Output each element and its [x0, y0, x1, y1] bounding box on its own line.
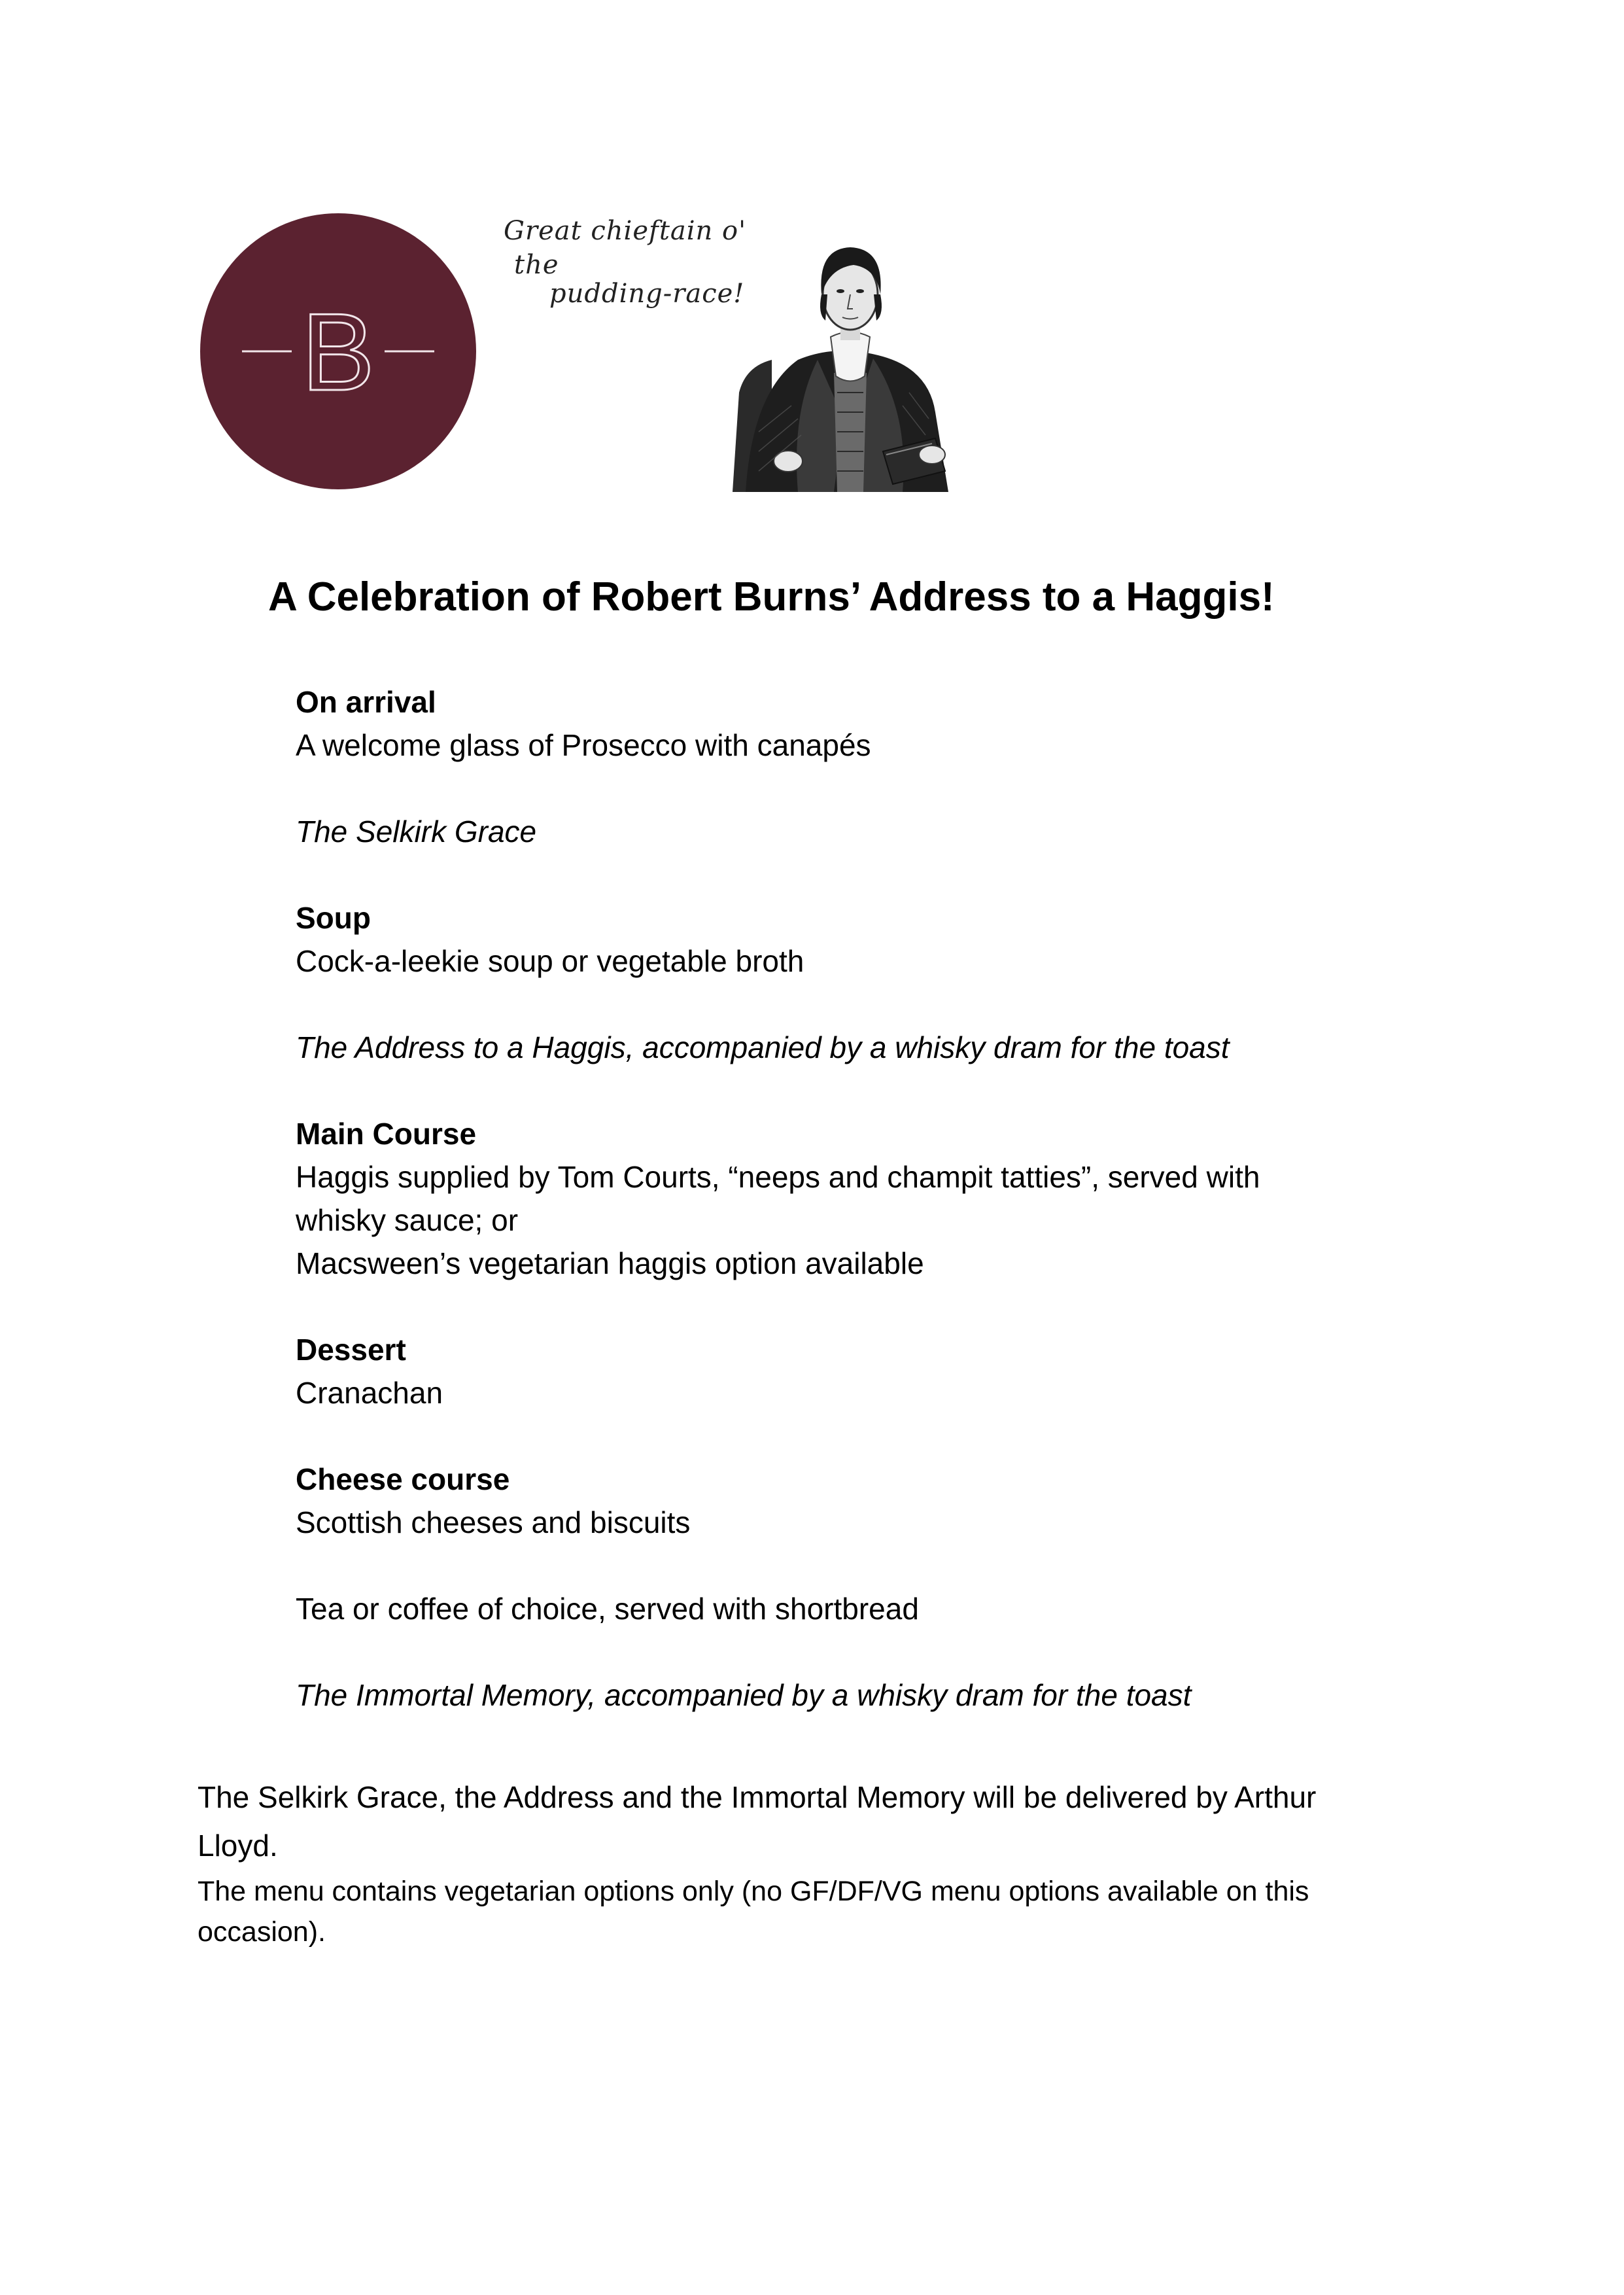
menu-note-memory — [296, 1673, 1421, 1717]
section-label: Cheese course — [296, 1462, 510, 1496]
menu-note-address — [296, 1026, 1421, 1069]
menu — [296, 680, 1421, 1760]
section-text: Scottish cheeses and biscuits — [296, 1505, 691, 1539]
section-label: Soup — [296, 901, 371, 935]
section-text: Macsween’s vegetarian haggis option available — [296, 1246, 924, 1280]
section-text: Cock-a-leekie soup or vegetable broth — [296, 944, 804, 978]
logo-letter: B — [301, 290, 375, 413]
menu-section-soup — [296, 896, 1421, 983]
quote-line: pudding-race! — [549, 279, 745, 309]
section-text: Haggis supplied by Tom Courts, “neeps and champit tatties”, served with — [296, 1160, 1260, 1194]
section-text: whisky sauce; or — [296, 1203, 519, 1237]
menu-section-arrival — [296, 680, 1421, 767]
menu-section-cheese — [296, 1458, 1421, 1544]
logo-monogram-icon — [200, 213, 476, 489]
page-title: A Celebration of Robert Burns’ Address to a Haggis! — [268, 574, 1275, 620]
dietary-note: occasion). — [198, 1916, 326, 1948]
dietary-note: The menu contains vegetarian options only (no GF/DF/VG menu options available on this — [198, 1876, 1309, 1907]
menu-section-tea — [296, 1587, 1421, 1630]
section-label: Main Course — [296, 1117, 477, 1151]
grace-note: The Selkirk Grace — [296, 815, 537, 849]
section-text: Cranachan — [296, 1376, 443, 1410]
delivery-text: The Selkirk Grace, the Address and the Immortal Memory will be delivered by Arthur — [198, 1780, 1317, 1814]
menu-note-grace — [296, 810, 1421, 853]
section-text: A welcome glass of Prosecco with canapés — [296, 728, 871, 762]
footer — [198, 1773, 1440, 1952]
menu-section-main — [296, 1112, 1421, 1285]
robert-burns-portrait — [719, 196, 968, 492]
tea-text: Tea or coffee of choice, served with shortbread — [296, 1592, 919, 1626]
quote-line: Great chieftain o' — [504, 216, 747, 246]
memory-note: The Immortal Memory, accompanied by a whisky dram for the toast — [296, 1678, 1192, 1712]
delivery-text: Lloyd. — [198, 1829, 278, 1863]
restaurant-logo — [200, 213, 476, 489]
section-label: On arrival — [296, 685, 436, 719]
quote-line: the — [514, 250, 559, 280]
section-label: Dessert — [296, 1333, 406, 1367]
address-note: The Address to a Haggis, accompanied by a whisky dram for the toast — [296, 1030, 1230, 1064]
menu-section-dessert — [296, 1328, 1421, 1414]
